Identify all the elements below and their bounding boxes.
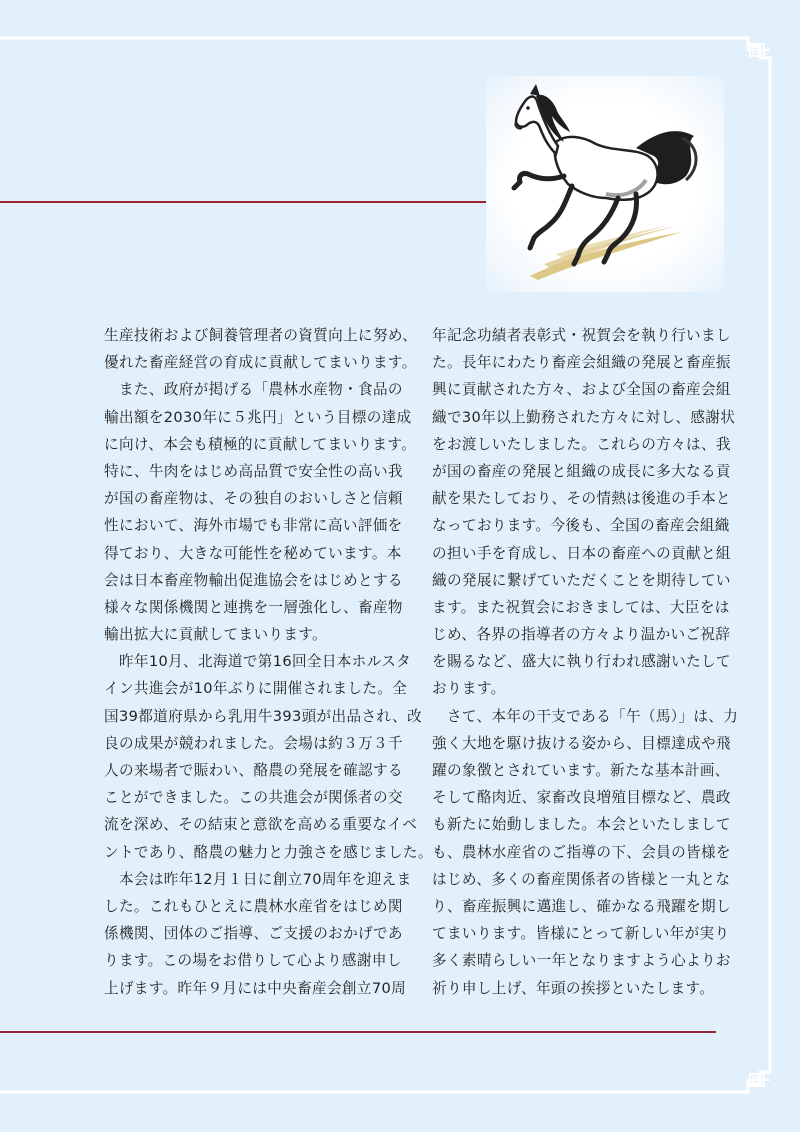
text-line: 昨年10月、北海道で第16回全日本ホルスタ — [104, 653, 412, 671]
text-line: の担い手を育成し、日本の畜産への貢献と組 — [432, 544, 731, 562]
text-line: はじめ、多くの畜産関係者の皆様と一丸とな — [432, 870, 731, 888]
text-line: 得ており、大きな可能性を秘めています。本 — [104, 544, 402, 562]
text-line: 強く大地を駆け抜ける姿から、目標達成や飛 — [432, 734, 731, 752]
text-line: 祈り申し上げ、年頭の挨拶といたします。 — [432, 979, 715, 997]
text-line: 躍の象徴とされています。新たな基本計画、 — [432, 762, 730, 779]
galloping-horse-brush-icon — [486, 76, 724, 292]
text-line: 性において、海外市場でも非常に高い評価を — [104, 517, 403, 535]
text-line: 優れた畜産経営の育成に貢献してまいります。 — [104, 354, 417, 372]
body-text-right-column — [432, 322, 742, 1002]
text-line: も、農林水産省のご指導の下、会員の皆様を — [432, 843, 731, 861]
text-line: 生産技術および飼養管理者の資質向上に努め、 — [104, 327, 418, 344]
text-line: り、畜産振興に邁進し、確かなる飛躍を期し — [432, 897, 731, 915]
text-line: した。これもひとえに農林水産省をはじめ関 — [104, 897, 403, 915]
text-line: が国の畜産の発展と組織の成長に多大なる貢 — [432, 462, 731, 480]
text-line: さて、本年の干支である「午（馬）」は、力 — [432, 707, 739, 725]
text-line: 良の成果が競われました。会場は約３万３千 — [104, 734, 403, 752]
text-line: 係機関、団体のご指導、ご支援のおかげであ — [104, 925, 403, 943]
body-text-left-column — [104, 322, 433, 1002]
text-line: 会は日本畜産物輸出促進協会をはじめとする — [104, 571, 403, 589]
text-line: イン共進会が10年ぶりに開催されました。全 — [104, 680, 408, 698]
text-line: た。長年にわたり畜産会組織の発展と畜産振 — [432, 354, 731, 372]
text-line: 人の来場者で賑わい、酪農の発展を確認する — [104, 762, 403, 779]
text-line: ます。また祝賀会におきましては、大臣をは — [432, 598, 730, 616]
text-line: てまいります。皆様にとって新しい年が実り — [432, 925, 730, 943]
text-line: 上げます。昨年９月には中央畜産会創立70周 — [104, 979, 407, 997]
text-line: 献を果たしており、その情熱は後進の手本と — [432, 490, 731, 508]
text-line: 年記念功績者表彰式・祝賀会を執り行いまし — [432, 327, 731, 344]
text-line: ことができました。この共進会が関係者の交 — [104, 789, 403, 807]
text-line: 特に、牛肉をはじめ高品質で安全性の高い我 — [104, 462, 403, 480]
text-line: また、政府が掲げる「農林水産物・食品の — [104, 381, 403, 399]
text-line: 本会は昨年12月１日に創立70周年を迎えま — [104, 870, 412, 888]
text-line: ります。この場をお借りして心より感謝申し — [104, 952, 402, 970]
text-line: 輸出額を2030年に５兆円」という目標の達成 — [104, 408, 412, 426]
text-line: じめ、各界の指導者の方々より温かいご祝辞 — [432, 626, 731, 644]
text-line: ントであり、酪農の魅力と力強さを感じました。 — [104, 843, 433, 861]
text-line: 国39都道府県から乳用牛393頭が出品され、改 — [104, 707, 423, 725]
text-line: をお渡しいたしました。これらの方々は、我 — [432, 435, 731, 453]
text-line: 興に貢献された方々、および全国の畜産会組 — [432, 381, 731, 399]
text-line: に向け、本会も積極的に貢献してまいります。 — [104, 435, 417, 453]
text-line: 流を深め、その結束と意欲を高める重要なイベ — [104, 816, 418, 834]
text-line: 輸出拡大に貢献してまいります。 — [104, 626, 327, 644]
text-line: 多く素晴らしい一年となりますよう心よりお — [432, 952, 731, 970]
text-line: 様々な関係機関と連携を一層強化し、畜産物 — [104, 598, 403, 616]
text-line: おります。 — [432, 680, 506, 698]
text-line: 織の発展に繋げていただくことを期待してい — [432, 571, 731, 589]
text-line: なっております。今後も、全国の畜産会組織 — [432, 517, 730, 535]
text-line: 織で30年以上勤務された方々に対し、感謝状 — [432, 408, 736, 426]
horse-illustration — [486, 76, 724, 292]
text-line: が国の畜産物は、その独自のおいしさと信頼 — [104, 490, 403, 508]
text-line: も新たに始動しました。本会といたしまして — [432, 816, 731, 834]
text-line: を賜るなど、盛大に執り行われ感謝いたして — [432, 653, 731, 671]
text-line: そして酪肉近、家畜改良増殖目標など、農政 — [432, 789, 731, 807]
